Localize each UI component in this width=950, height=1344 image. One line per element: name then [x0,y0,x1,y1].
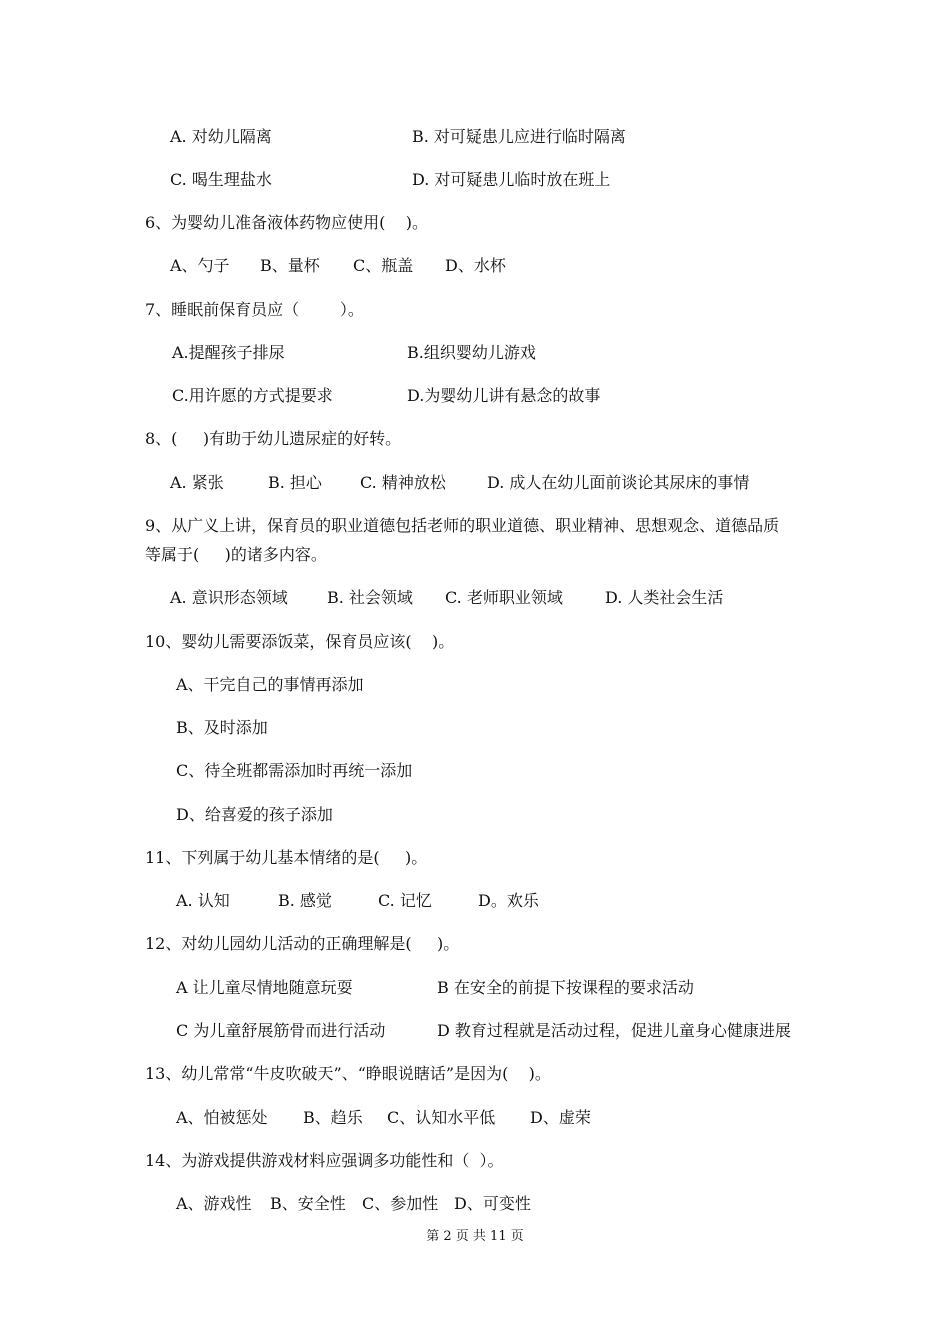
q10-option-b: B、及时添加 [176,718,268,737]
q11-option-b: B. 感觉 [278,891,332,910]
q10-option-a: A、干完自己的事情再添加 [176,675,364,694]
q14-option-a: A、游戏性 [176,1194,252,1213]
q13-option-d: D、虚荣 [530,1108,591,1127]
q8-option-c: C. 精神放松 [360,473,446,492]
q13-option-c: C、认知水平低 [387,1108,496,1127]
q9-option-b: B. 社会领域 [327,588,413,607]
q13-option-b: B、趋乐 [303,1108,363,1127]
q12-option-c: C 为儿童舒展筋骨而进行活动 [176,1021,386,1040]
q9-option-a: A. 意识形态领域 [170,588,288,607]
q9-option-c: C. 老师职业领域 [445,588,563,607]
q12-option-b: B 在安全的前提下按课程的要求活动 [437,978,694,997]
q9-stem-line-2: 等属于( )的诸多内容。 [145,545,327,564]
q11-option-d: D。欢乐 [478,891,539,910]
q6-option-d: D、水杯 [445,256,506,275]
q8-option-a: A. 紧张 [170,473,224,492]
q10-option-c: C、待全班都需添加时再统一添加 [176,761,413,780]
q14-stem: 14、为游戏提供游戏材料应强调多功能性和（ ）。 [145,1151,504,1170]
q10-option-d: D、给喜爱的孩子添加 [176,805,333,824]
q9-option-d: D. 人类社会生活 [605,588,724,607]
q5-option-d: D. 对可疑患儿临时放在班上 [412,170,611,189]
q9-stem-line-1: 9、从广义上讲，保育员的职业道德包括老师的职业道德、职业精神、思想观念、道德品质 [145,516,780,535]
q7-stem: 7、睡眠前保育员应（ ）。 [145,300,364,319]
q6-option-c: C、瓶盖 [353,256,414,275]
q8-stem: 8、( )有助于幼儿遗尿症的好转。 [145,429,402,448]
q5-option-b: B. 对可疑患儿应进行临时隔离 [412,127,626,146]
q11-option-c: C. 记忆 [378,891,432,910]
q10-stem: 10、婴幼儿需要添饭菜，保育员应该( )。 [145,632,455,651]
q11-stem: 11、下列属于幼儿基本情绪的是( )。 [145,848,428,867]
q6-stem: 6、为婴幼儿准备液体药物应使用( )。 [145,213,429,232]
q6-option-b: B、量杯 [260,256,320,275]
q8-option-d: D. 成人在幼儿面前谈论其尿床的事情 [487,473,750,492]
q11-option-a: A. 认知 [176,891,230,910]
q7-option-c: C.用许愿的方式提要求 [172,386,333,405]
q8-option-b: B. 担心 [268,473,322,492]
q12-option-d: D 教育过程就是活动过程，促进儿童身心健康进展 [437,1021,791,1040]
q6-option-a: A、勺子 [170,256,230,275]
q12-option-a: A 让儿童尽情地随意玩耍 [176,978,353,997]
q7-option-d: D.为婴幼儿讲有悬念的故事 [407,386,601,405]
q14-option-d: D、可变性 [454,1194,531,1213]
q12-stem: 12、对幼儿园幼儿活动的正确理解是( )。 [145,934,460,953]
q7-option-b: B.组织婴幼儿游戏 [407,343,536,362]
q5-option-c: C. 喝生理盐水 [170,170,272,189]
q14-option-c: C、参加性 [362,1194,439,1213]
q13-stem: 13、幼儿常常“牛皮吹破天”、“睁眼说瞎话”是因为( )。 [145,1064,551,1083]
q7-option-a: A.提醒孩子排尿 [172,343,285,362]
q14-option-b: B、安全性 [270,1194,346,1213]
q5-option-a: A. 对幼儿隔离 [170,127,272,146]
page-footer: 第 2 页 共 11 页 [426,1229,524,1244]
q13-option-a: A、怕被惩处 [176,1108,268,1127]
